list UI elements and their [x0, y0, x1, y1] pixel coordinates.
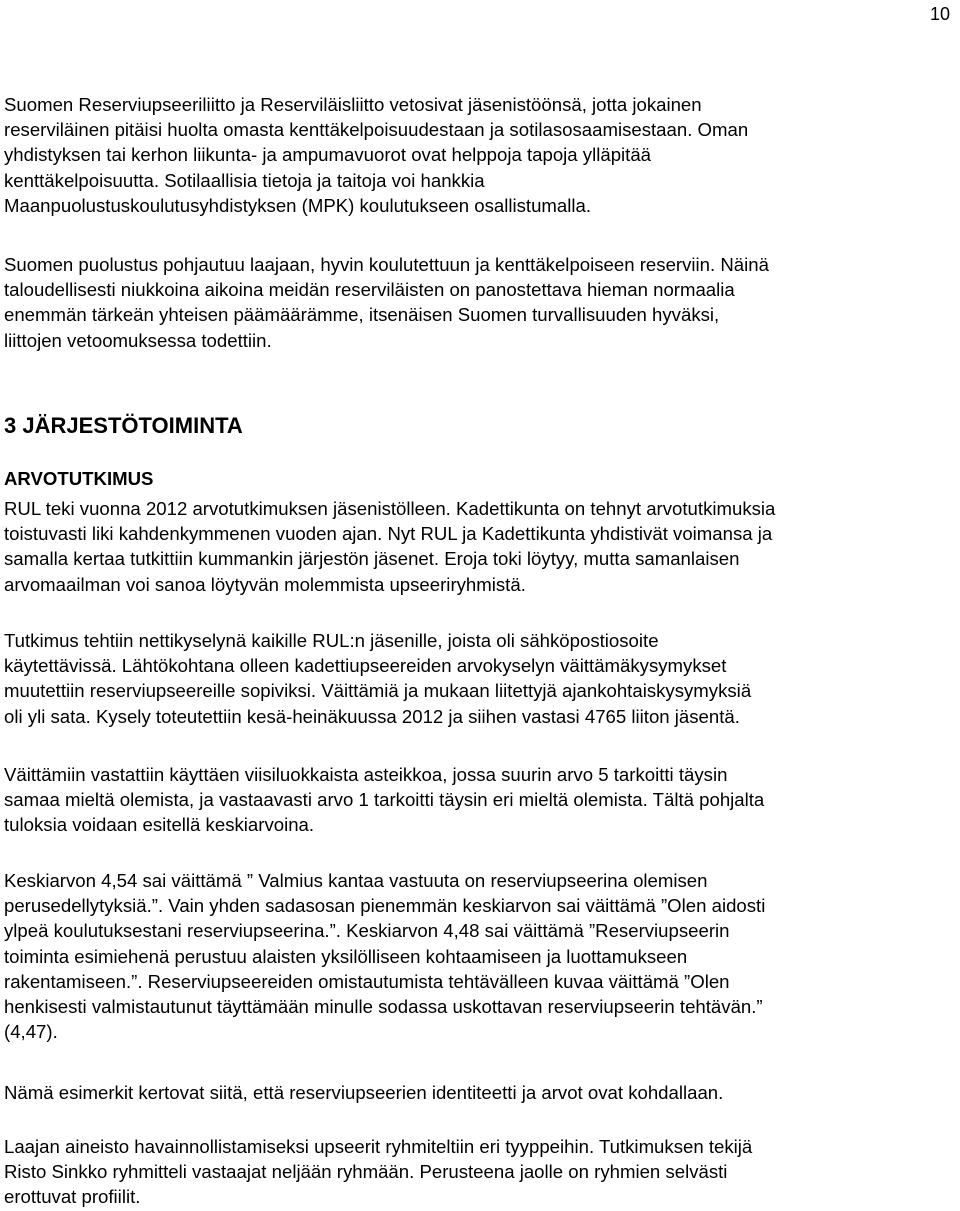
text-line: Risto Sinkko ryhmitteli vastaajat neljään ryhmään. Perusteena jaolle on ryhmien selvästi: [4, 1161, 728, 1183]
text-line: rakentamiseen.”. Reserviupseereiden omistautumista tehtävälleen kuvaa väittämä ”Olen: [4, 970, 730, 992]
text-line: arvomaailman voi sanoa löytyvän molemmista upseeriryhmistä.: [4, 573, 526, 595]
paragraph-value-survey-intro: [4, 496, 954, 597]
page-number: 10: [929, 4, 950, 24]
text-line: toistuvasti liki kahdenkymmenen vuoden ajan. Nyt RUL ja Kadettikunta yhdistivät voimansa ja: [4, 523, 773, 545]
text-line: henkisesti valmistautunut täyttämään minulle sodassa uskottavan reserviupseerin tehtävän.”: [4, 996, 763, 1018]
text-line: samaa mieltä olemista, ja vastaavasti arvo 1 tarkoitti täysin eri mieltä olemista. Tältä pohjalta: [4, 789, 765, 811]
text-line: (4,47).: [4, 1021, 58, 1043]
text-line: Laajan aineisto havainnollistamiseksi upseerit ryhmiteltiin eri tyyppeihin. Tutkimuksen tekijä: [4, 1136, 753, 1157]
text-line: liittojen vetoomuksessa todettiin.: [4, 329, 272, 351]
text-line: Tutkimus tehtiin nettikyselynä kaikille RUL:n jäsenille, joista oli sähköpostiosoite: [4, 630, 659, 651]
text-line: erottuvat profiilit.: [4, 1186, 141, 1208]
text-line: reserviläinen pitäisi huolta omasta kenttäkelpoisuudestaan ja sotilasosaamisestaan. Oman: [4, 119, 749, 141]
paragraph-averages: [4, 868, 954, 1044]
text-line: tuloksia voidaan esitellä keskiarvoina.: [4, 814, 315, 836]
paragraph-reservist-fitness: [4, 92, 954, 218]
text-line: ylpeä koulutuksestani reserviupseerina.”. Keskiarvon 4,48 sai väittämä ”Reserviupseerin: [4, 920, 730, 942]
paragraph-scale: [4, 762, 954, 838]
text-line: taloudellisesti niukkoina aikoina meidän reserviläisten on panostettava hieman normaalia: [4, 279, 735, 301]
paragraph-survey-method: [4, 628, 954, 729]
subsection-heading: ARVOTUTKIMUS: [4, 468, 154, 489]
text-line: toiminta esimiehenä perustuu alaisten yksilölliseen kohtaamiseen ja luottamukseen: [4, 945, 688, 967]
paragraph-defence-reserve: [4, 252, 954, 353]
text-line: samalla kertaa tutkittiin kummankin järjestön jäsenet. Eroja toki löytyy, mutta samanlaisen: [4, 548, 740, 570]
text-line: Maanpuolustuskoulutusyhdistyksen (MPK) koulutukseen osallistumalla.: [4, 194, 592, 216]
text-line: perusedellytyksiä.”. Vain yhden sadasosan pienemmän keskiarvon sai väittämä ”Olen aidosti: [4, 895, 766, 917]
text-line: Väittämiin vastattiin käyttäen viisiluokkaista asteikkoa, jossa suurin arvo 5 tarkoitti täysin: [4, 764, 728, 785]
text-line: Nämä esimerkit kertovat siitä, että reserviupseerien identiteetti ja arvot ovat kohdallaan.: [4, 1082, 724, 1103]
text-line: käytettävissä. Lähtökohtana olleen kadettiupseereiden arvokyselyn väittämäkysymykset: [4, 655, 727, 677]
text-line: enemmän tärkeän yhteisen päämäärämme, itsenäisen Suomen turvallisuuden hyväksi,: [4, 304, 720, 326]
text-line: Keskiarvon 4,54 sai väittämä ” Valmius kantaa vastuuta on reserviupseerina olemisen: [4, 870, 708, 891]
text-line: oli yli sata. Kysely toteutettiin kesä-heinäkuussa 2012 ja siihen vastasi 4765 liiton jäsentä.: [4, 705, 740, 727]
text-line: muutettiin reserviupseereille sopiviksi. Väittämiä ja mukaan liitettyjä ajankohtaiskysymyksiä: [4, 680, 752, 702]
text-line: Suomen Reserviupseeriliitto ja Reserviläisliitto vetosivat jäsenistöönsä, jotta jokainen: [4, 94, 702, 115]
text-line: yhdistyksen tai kerhon liikunta- ja ampumavuorot ovat helppoja tapoja ylläpitää: [4, 144, 652, 166]
text-line: Suomen puolustus pohjautuu laajaan, hyvin koulutettuun ja kenttäkelpoiseen reserviin. Näinä: [4, 254, 769, 275]
section-heading: 3 JÄRJESTÖTOIMINTA: [4, 413, 243, 438]
paragraph-grouping: [4, 1134, 954, 1210]
text-line: kenttäkelpoisuutta. Sotilaallisia tietoja ja taitoja voi hankkia: [4, 169, 485, 191]
paragraph-identity: [4, 1080, 954, 1105]
text-line: RUL teki vuonna 2012 arvotutkimuksen jäsenistölleen. Kadettikunta on tehnyt arvotutkimuksia: [4, 498, 776, 519]
